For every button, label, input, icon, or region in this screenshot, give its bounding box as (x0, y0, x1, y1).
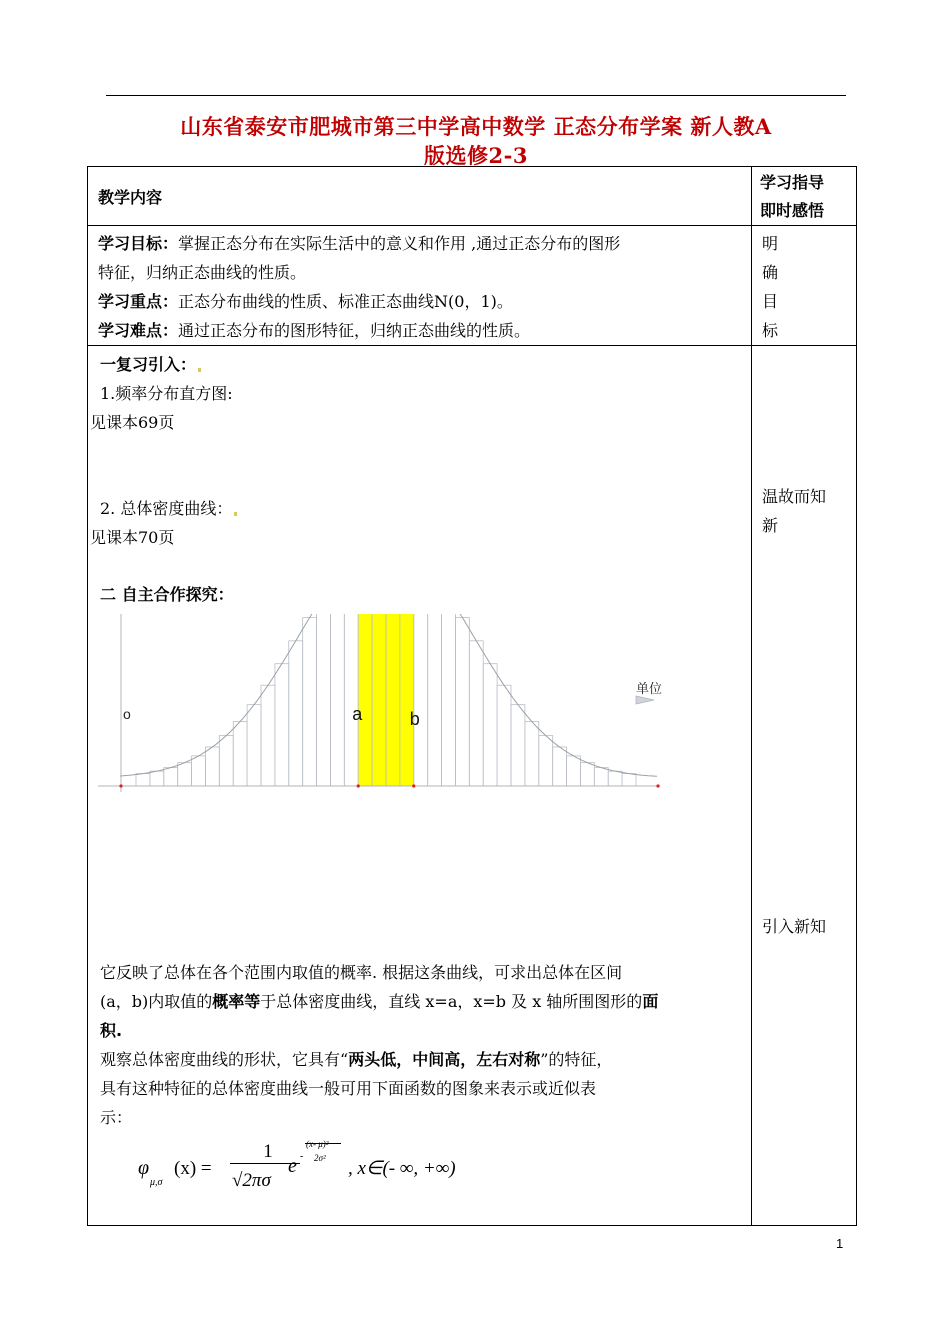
histogram-bar (192, 756, 206, 786)
histogram-bar (580, 763, 594, 786)
paragraph-1 (100, 958, 746, 1045)
p2-line-3: 示： (100, 1108, 133, 1127)
header-rule (106, 95, 846, 96)
histogram-bar (428, 614, 442, 786)
histogram-bar (247, 705, 261, 786)
main-content-cell (88, 346, 752, 1226)
focus-text: 正态分布曲线的性质、标准正态曲线N(0，1)。 (178, 292, 513, 311)
histogram-bar (483, 664, 497, 786)
p2-line-1: 观察总体密度曲线的形状，它具有“两头低，中间高，左右对称”的特征， (100, 1050, 613, 1069)
main-side-cell (752, 346, 857, 1226)
histogram-bar (442, 614, 456, 786)
histogram-bar (150, 771, 164, 786)
axis-point (656, 784, 659, 787)
p1-line-2: (a，b)内取值的概率等于总体密度曲线，直线 x=a，x=b 及 x 轴所围图形的面 (100, 992, 659, 1011)
normal-formula: φ μ,σ (x) = 1 √2πσ e - (x- μ)² 2σ² , x∈(- ∞, +∞) (138, 1139, 456, 1191)
origin-label: o (123, 706, 131, 722)
side-char-2: 确 (762, 263, 779, 282)
side-char-4: 标 (762, 321, 779, 340)
histogram-bar (622, 774, 636, 786)
histogram-bar (261, 685, 275, 786)
page-number: 1 (836, 1236, 844, 1251)
main-row (88, 346, 857, 1226)
histogram-bar (275, 664, 289, 786)
histogram-bar (358, 614, 372, 786)
histogram-bar (386, 614, 400, 786)
goals-row (88, 226, 857, 346)
content-header: 教学内容 (88, 167, 752, 226)
p2-line-2: 具有这种特征的总体密度曲线一般可用下面函数的图象来表示或近似表 (100, 1079, 597, 1098)
review-item-2-ref: 见课本70页 (90, 528, 175, 547)
side-char-1: 明 (762, 234, 779, 253)
paragraph-2 (100, 1045, 746, 1132)
histogram-bar (205, 747, 219, 786)
guide-label-2: 即时感悟 (760, 201, 825, 220)
title-line-2: 版选修2-3 (424, 143, 528, 168)
histogram-bar (608, 771, 622, 786)
mark-dot (234, 512, 237, 516)
mark-dot (198, 368, 201, 372)
table-header-row (88, 167, 857, 226)
x-axis-arrow (636, 696, 654, 704)
histogram-bar (330, 614, 344, 786)
goals-side-cell (752, 226, 857, 346)
histogram-bar (317, 614, 331, 786)
histogram-bar (178, 763, 192, 786)
document-title (100, 112, 852, 170)
review-item-2: 2. 总体密度曲线： (100, 494, 239, 523)
histogram-bar (372, 614, 386, 786)
marker-a-label: a (352, 704, 363, 724)
target-text-1: 掌握正态分布在实际生活中的意义和作用 ,通过正态分布的图形 (178, 234, 621, 253)
histogram-bar (553, 747, 567, 786)
x-axis-label: 单位 (636, 682, 663, 697)
histogram-bar (219, 736, 233, 786)
explore-heading: 二 自主合作探究： (100, 585, 234, 604)
histogram-bar (497, 685, 511, 786)
focus-label: 学习重点： (98, 292, 179, 311)
goals-cell (88, 226, 752, 346)
histogram-bar (136, 774, 150, 786)
histogram-bar (233, 721, 247, 786)
histogram-bar (594, 768, 608, 786)
density-chart (88, 614, 752, 914)
histogram-bar (414, 614, 428, 786)
review-item-1: 1.频率分布直方图: (100, 384, 233, 403)
target-text-2: 特征，归纳正态曲线的性质。 (98, 263, 307, 282)
difficulty-label: 学习难点： (98, 321, 179, 340)
side-char-3: 目 (762, 292, 779, 311)
histogram-bar (303, 618, 317, 786)
target-label: 学习目标： (98, 234, 179, 253)
axis-point (119, 784, 122, 787)
review-item-1-ref: 见课本69页 (90, 413, 175, 432)
histogram-bar (539, 736, 553, 786)
explore-side-note: 引入新知 (762, 917, 827, 936)
histogram-bar (400, 614, 414, 786)
review-side-note: 温故而知 新 (762, 487, 827, 535)
axis-point (357, 784, 360, 787)
title-line-1: 山东省泰安市肥城市第三中学高中数学 正态分布学案 新人教A (180, 114, 772, 139)
lesson-table (87, 166, 857, 1226)
guide-label-1: 学习指导 (760, 173, 825, 192)
histogram-bar (567, 756, 581, 786)
histogram-bar (289, 641, 303, 786)
p1-line-1: 它反映了总体在各个范围内取值的概率. 根据这条曲线，可求出总体在区间 (100, 963, 623, 982)
histogram-bar (525, 721, 539, 786)
histogram-bar (511, 705, 525, 786)
guide-header (752, 167, 857, 226)
histogram-bar (469, 641, 483, 786)
histogram-bar (455, 618, 469, 786)
review-heading: 一复习引入： (100, 350, 203, 379)
difficulty-text: 通过正态分布的图形特征，归纳正态曲线的性质。 (178, 321, 531, 340)
axis-point (412, 784, 415, 787)
histogram-bar (344, 614, 358, 786)
p1-line-3: 积. (100, 1021, 123, 1040)
histogram-bar (164, 768, 178, 786)
marker-b-label: b (409, 709, 420, 729)
